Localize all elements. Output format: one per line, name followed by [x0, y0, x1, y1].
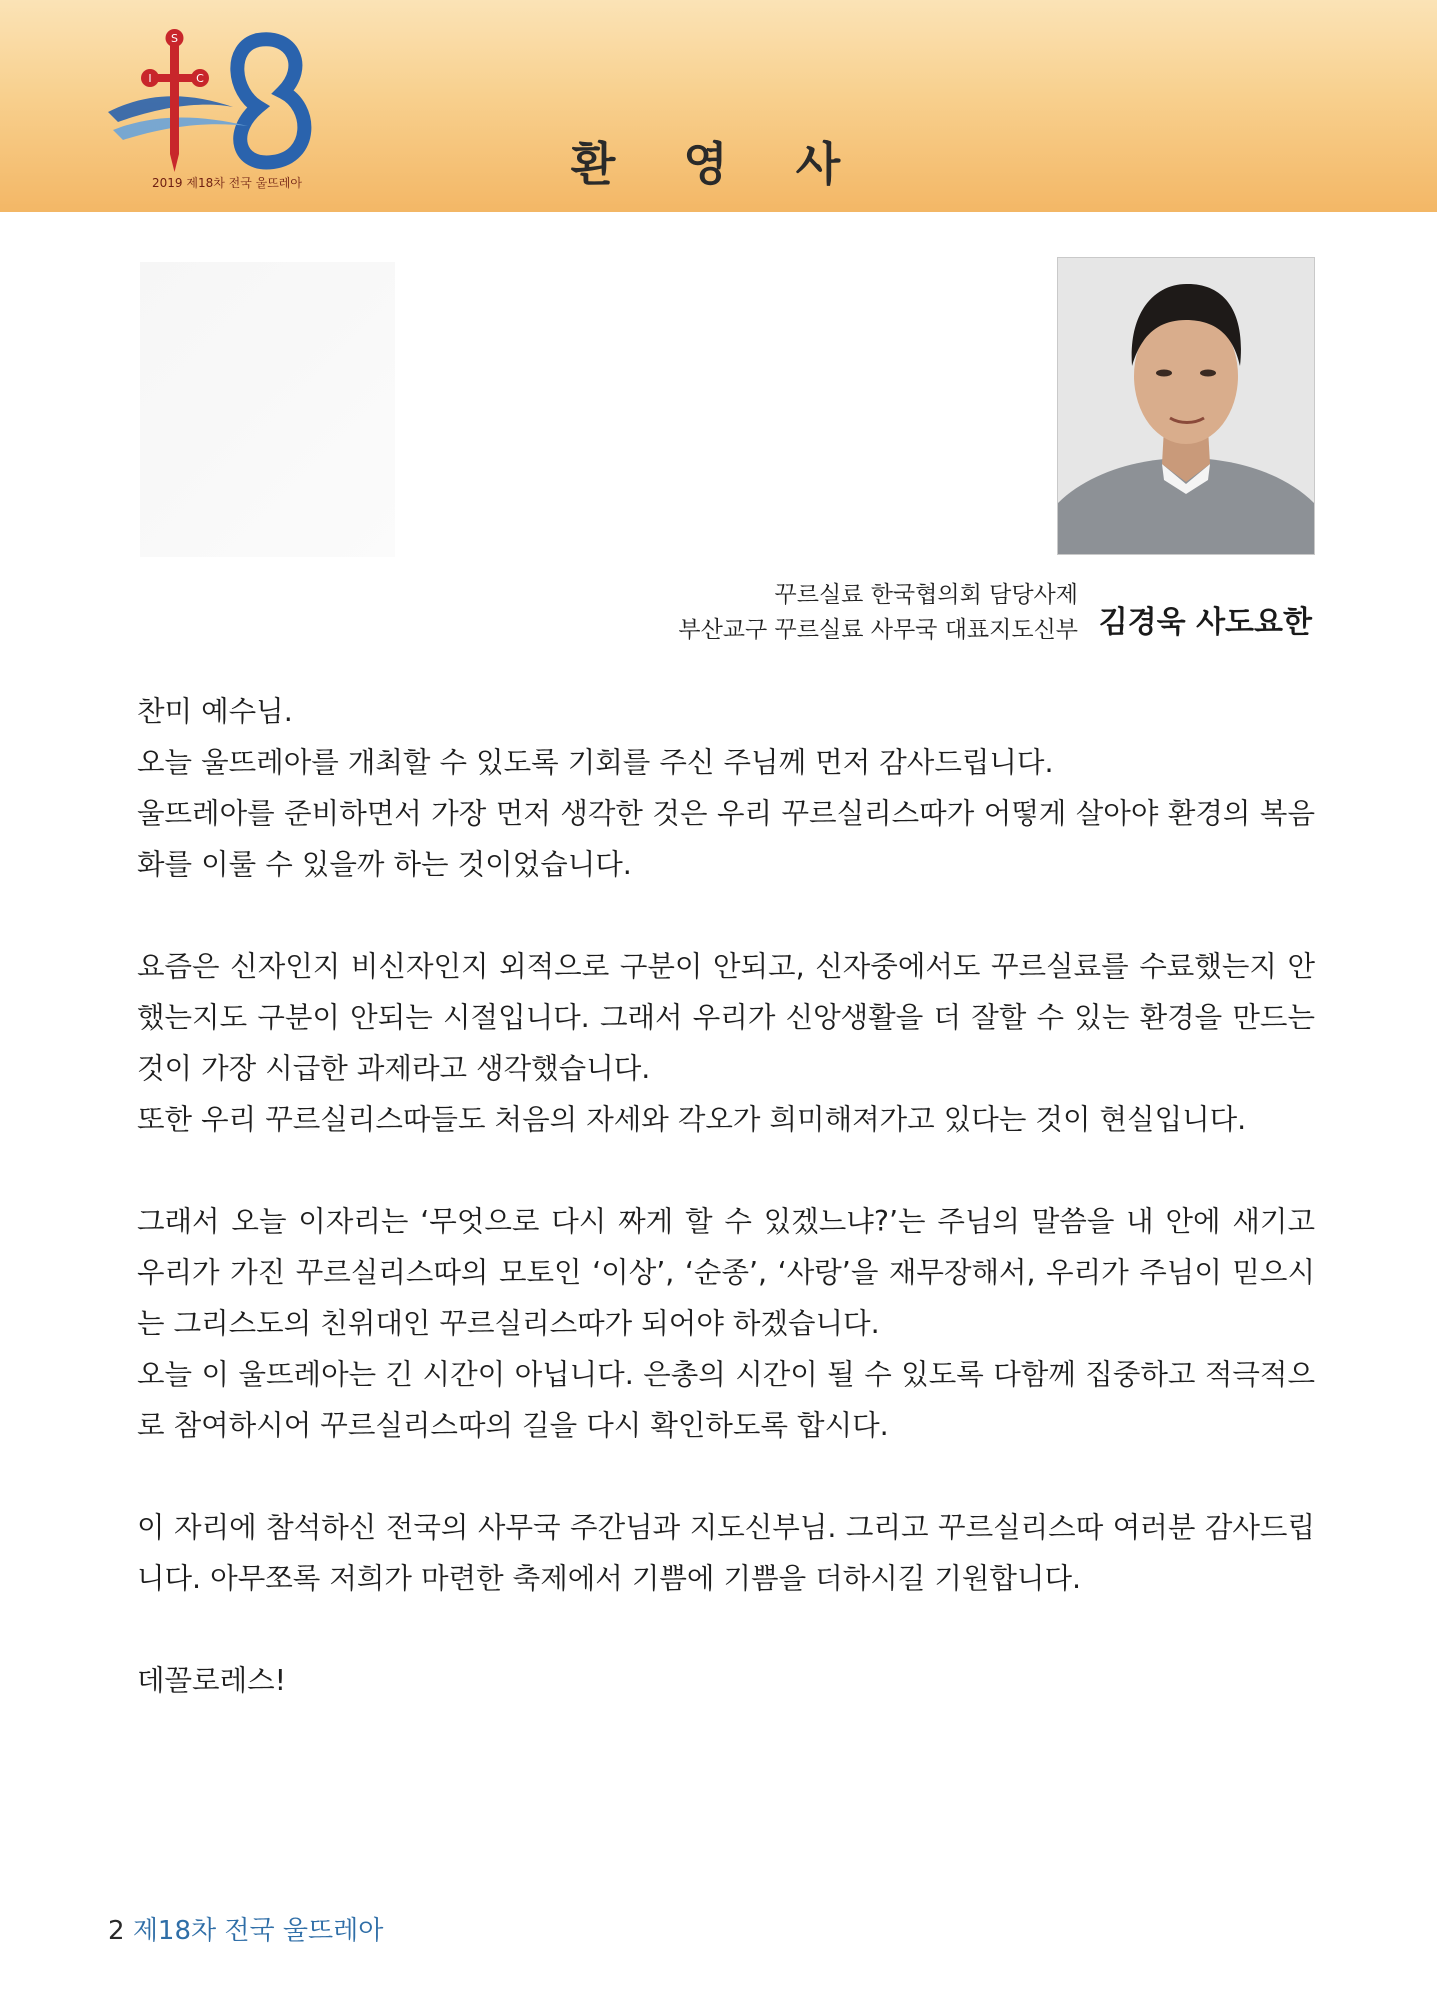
logo-letter-s: S: [171, 32, 178, 45]
page-footer: [108, 1910, 383, 1947]
footer-title: 제18차 전국 울뜨레아: [132, 1916, 384, 1946]
body-line: 또한 우리 꾸르실리스따들도 처음의 자세와 각오가 희미해져가고 있다는 것이 현실입니다.: [137, 1103, 1247, 1136]
paragraph-gap: [137, 1451, 1315, 1502]
body-line: 오늘 울뜨레아를 개최할 수 있도록 기회를 주신 주님께 먼저 감사드립니다.: [137, 746, 1054, 779]
signature-block: [560, 578, 1320, 658]
paragraph-gap: [137, 1145, 1315, 1196]
role-line-2: 부산교구 꾸르실료 사무국 대표지도신부: [678, 617, 1078, 643]
body-line: 요즘은 신자인지 비신자인지 외적으로 구분이 안되고, 신자중에서도 꾸르실료를 수료했는지 안했는지도 구분이 안되는 시절입니다. 그래서 우리가 신앙생활을 더 잘할 수 있는 환경을 만드는 것이 가장 시급한 과제라고 생각했습니다.: [137, 950, 1315, 1085]
signature-roles: [678, 578, 1078, 648]
page-number: 2: [108, 1916, 125, 1946]
logo-letter-i: I: [148, 72, 152, 85]
faded-background-image: [140, 262, 395, 557]
logo-caption: 2019 제18차 전국 울뜨레아: [152, 176, 302, 190]
signature-name: 김경욱 사도요한: [1098, 605, 1312, 640]
logo-letter-c: C: [196, 72, 204, 85]
body-line: 이 자리에 참석하신 전국의 사무국 주간님과 지도신부님. 그리고 꾸르실리스따 여러분 감사드립니다. 아무쪼록 저희가 마련한 축제에서 기쁨에 기쁨을 더하시길 기원합니다.: [137, 1511, 1315, 1595]
body-line: 울뜨레아를 준비하면서 가장 먼저 생각한 것은 우리 꾸르실리스따가 어떻게 살아야 환경의 복음화를 이룰 수 있을까 하는 것이었습니다.: [137, 797, 1315, 881]
closing-line: 데꼴로레스!: [137, 1664, 287, 1697]
portrait-graphic: [1058, 258, 1314, 554]
role-line-1: 꾸르실료 한국협의회 담당사제: [774, 582, 1078, 608]
page-title: 환 영 사: [570, 137, 867, 191]
body-line: 오늘 이 울뜨레아는 긴 시간이 아닙니다. 은총의 시간이 될 수 있도록 다함께 집중하고 적극적으로 참여하시어 꾸르실리스따의 길을 다시 확인하도록 합시다.: [137, 1358, 1315, 1442]
priest-portrait: [1057, 257, 1315, 555]
body-line: 그래서 오늘 이자리는 ‘무엇으로 다시 짜게 할 수 있겠느냐?’는 주님의 말씀을 내 안에 새기고 우리가 가진 꾸르실리스따의 모토인 ‘이상’, ‘순종’, ‘사랑’을 재무장해서, 우리가 주님이 믿으시는 그리스도의 친위대인 꾸르실리스따가 되어야 하겠습니다.: [137, 1205, 1315, 1340]
welcome-letter-body: [137, 686, 1315, 1706]
greeting: 찬미 예수님.: [137, 695, 293, 728]
paragraph-gap: [137, 890, 1315, 941]
paragraph-gap: [137, 1604, 1315, 1655]
